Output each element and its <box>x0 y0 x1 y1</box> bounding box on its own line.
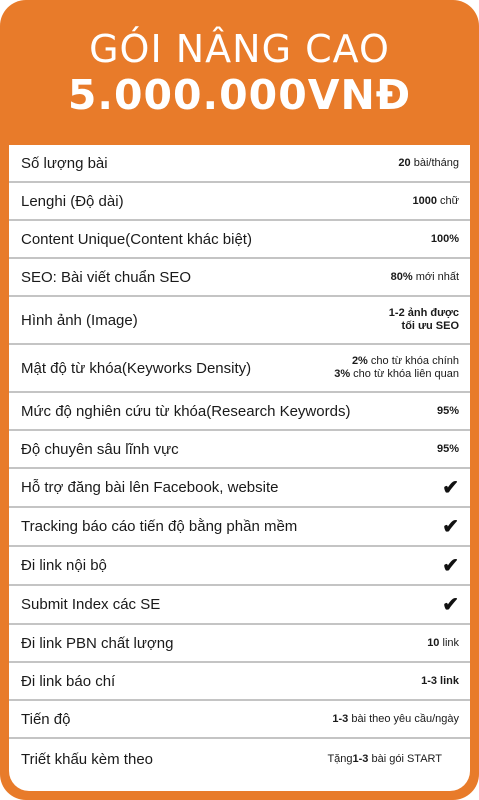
checkmark-icon: ✔ <box>442 477 459 499</box>
card-header <box>0 0 479 145</box>
feature-label: Lenghi (Độ dài) <box>21 192 124 210</box>
checkmark-icon: ✔ <box>442 516 459 538</box>
feature-row-pbn <box>9 625 470 663</box>
feature-label: SEO: Bài viết chuẩn SEO <box>21 268 192 286</box>
feature-value: 1-3 bài theo yêu cầu/ngày <box>332 712 459 725</box>
feature-value: Tặng1-3 bài gói START <box>327 752 442 765</box>
feature-row-tracking <box>9 508 470 547</box>
feature-label: Submit Index các SE <box>21 596 161 613</box>
feature-value: 1-2 ảnh được tối ưu SEO <box>388 307 459 332</box>
feature-label: Mức độ nghiên cứu từ khóa(Research Keywords) <box>21 402 351 420</box>
feature-row-image <box>9 297 470 345</box>
feature-value: 1-3 link <box>421 674 459 687</box>
feature-label: Đi link PBN chất lượng <box>21 634 174 652</box>
feature-row-length <box>9 183 470 221</box>
feature-value: 95% <box>436 404 459 417</box>
checkmark-icon: ✔ <box>442 594 459 616</box>
feature-row-submit-index <box>9 586 470 625</box>
feature-row-seo <box>9 259 470 297</box>
feature-label: Số lượng bài <box>21 154 108 172</box>
feature-value: 10 link <box>427 636 459 649</box>
feature-value: 100% <box>430 232 459 245</box>
feature-label: Độ chuyên sâu lĩnh vực <box>21 440 179 458</box>
feature-label: Đi link báo chí <box>21 672 116 690</box>
feature-label: Tiến độ <box>21 710 71 728</box>
feature-label: Content Unique(Content khác biệt) <box>21 230 252 248</box>
feature-row-research <box>9 393 470 431</box>
feature-row-unique <box>9 221 470 259</box>
feature-value: 95% <box>436 442 459 455</box>
feature-row-depth <box>9 431 470 469</box>
feature-value: 80% mới nhất <box>390 270 459 283</box>
feature-row-progress <box>9 701 470 739</box>
feature-row-press-link <box>9 663 470 701</box>
feature-row-keyword-density <box>9 345 470 393</box>
feature-row-discount <box>9 739 470 779</box>
feature-label: Hỗ trợ đăng bài lên Facebook, website <box>21 479 279 496</box>
feature-label: Tracking báo cáo tiến độ bằng phần mềm <box>21 518 298 535</box>
feature-row-posting <box>9 469 470 508</box>
package-price: 5.000.000VNĐ <box>67 70 412 119</box>
feature-list <box>9 145 470 791</box>
feature-label: Hình ảnh (Image) <box>21 311 138 329</box>
feature-value: 1000 chữ <box>412 194 459 207</box>
feature-value: 20 bài/tháng <box>398 156 459 169</box>
feature-label: Đi link nội bộ <box>21 557 107 574</box>
package-title: GÓI NÂNG CAO <box>89 26 390 71</box>
feature-row-internal-link <box>9 547 470 586</box>
feature-label: Mật độ từ khóa(Keyworks Density) <box>21 359 252 377</box>
checkmark-icon: ✔ <box>442 555 459 577</box>
feature-value: 2% cho từ khóa chính 3% cho từ khóa liên quan <box>334 355 459 380</box>
feature-label: Triết khấu kèm theo <box>21 750 154 768</box>
feature-row-article-count <box>9 145 470 183</box>
